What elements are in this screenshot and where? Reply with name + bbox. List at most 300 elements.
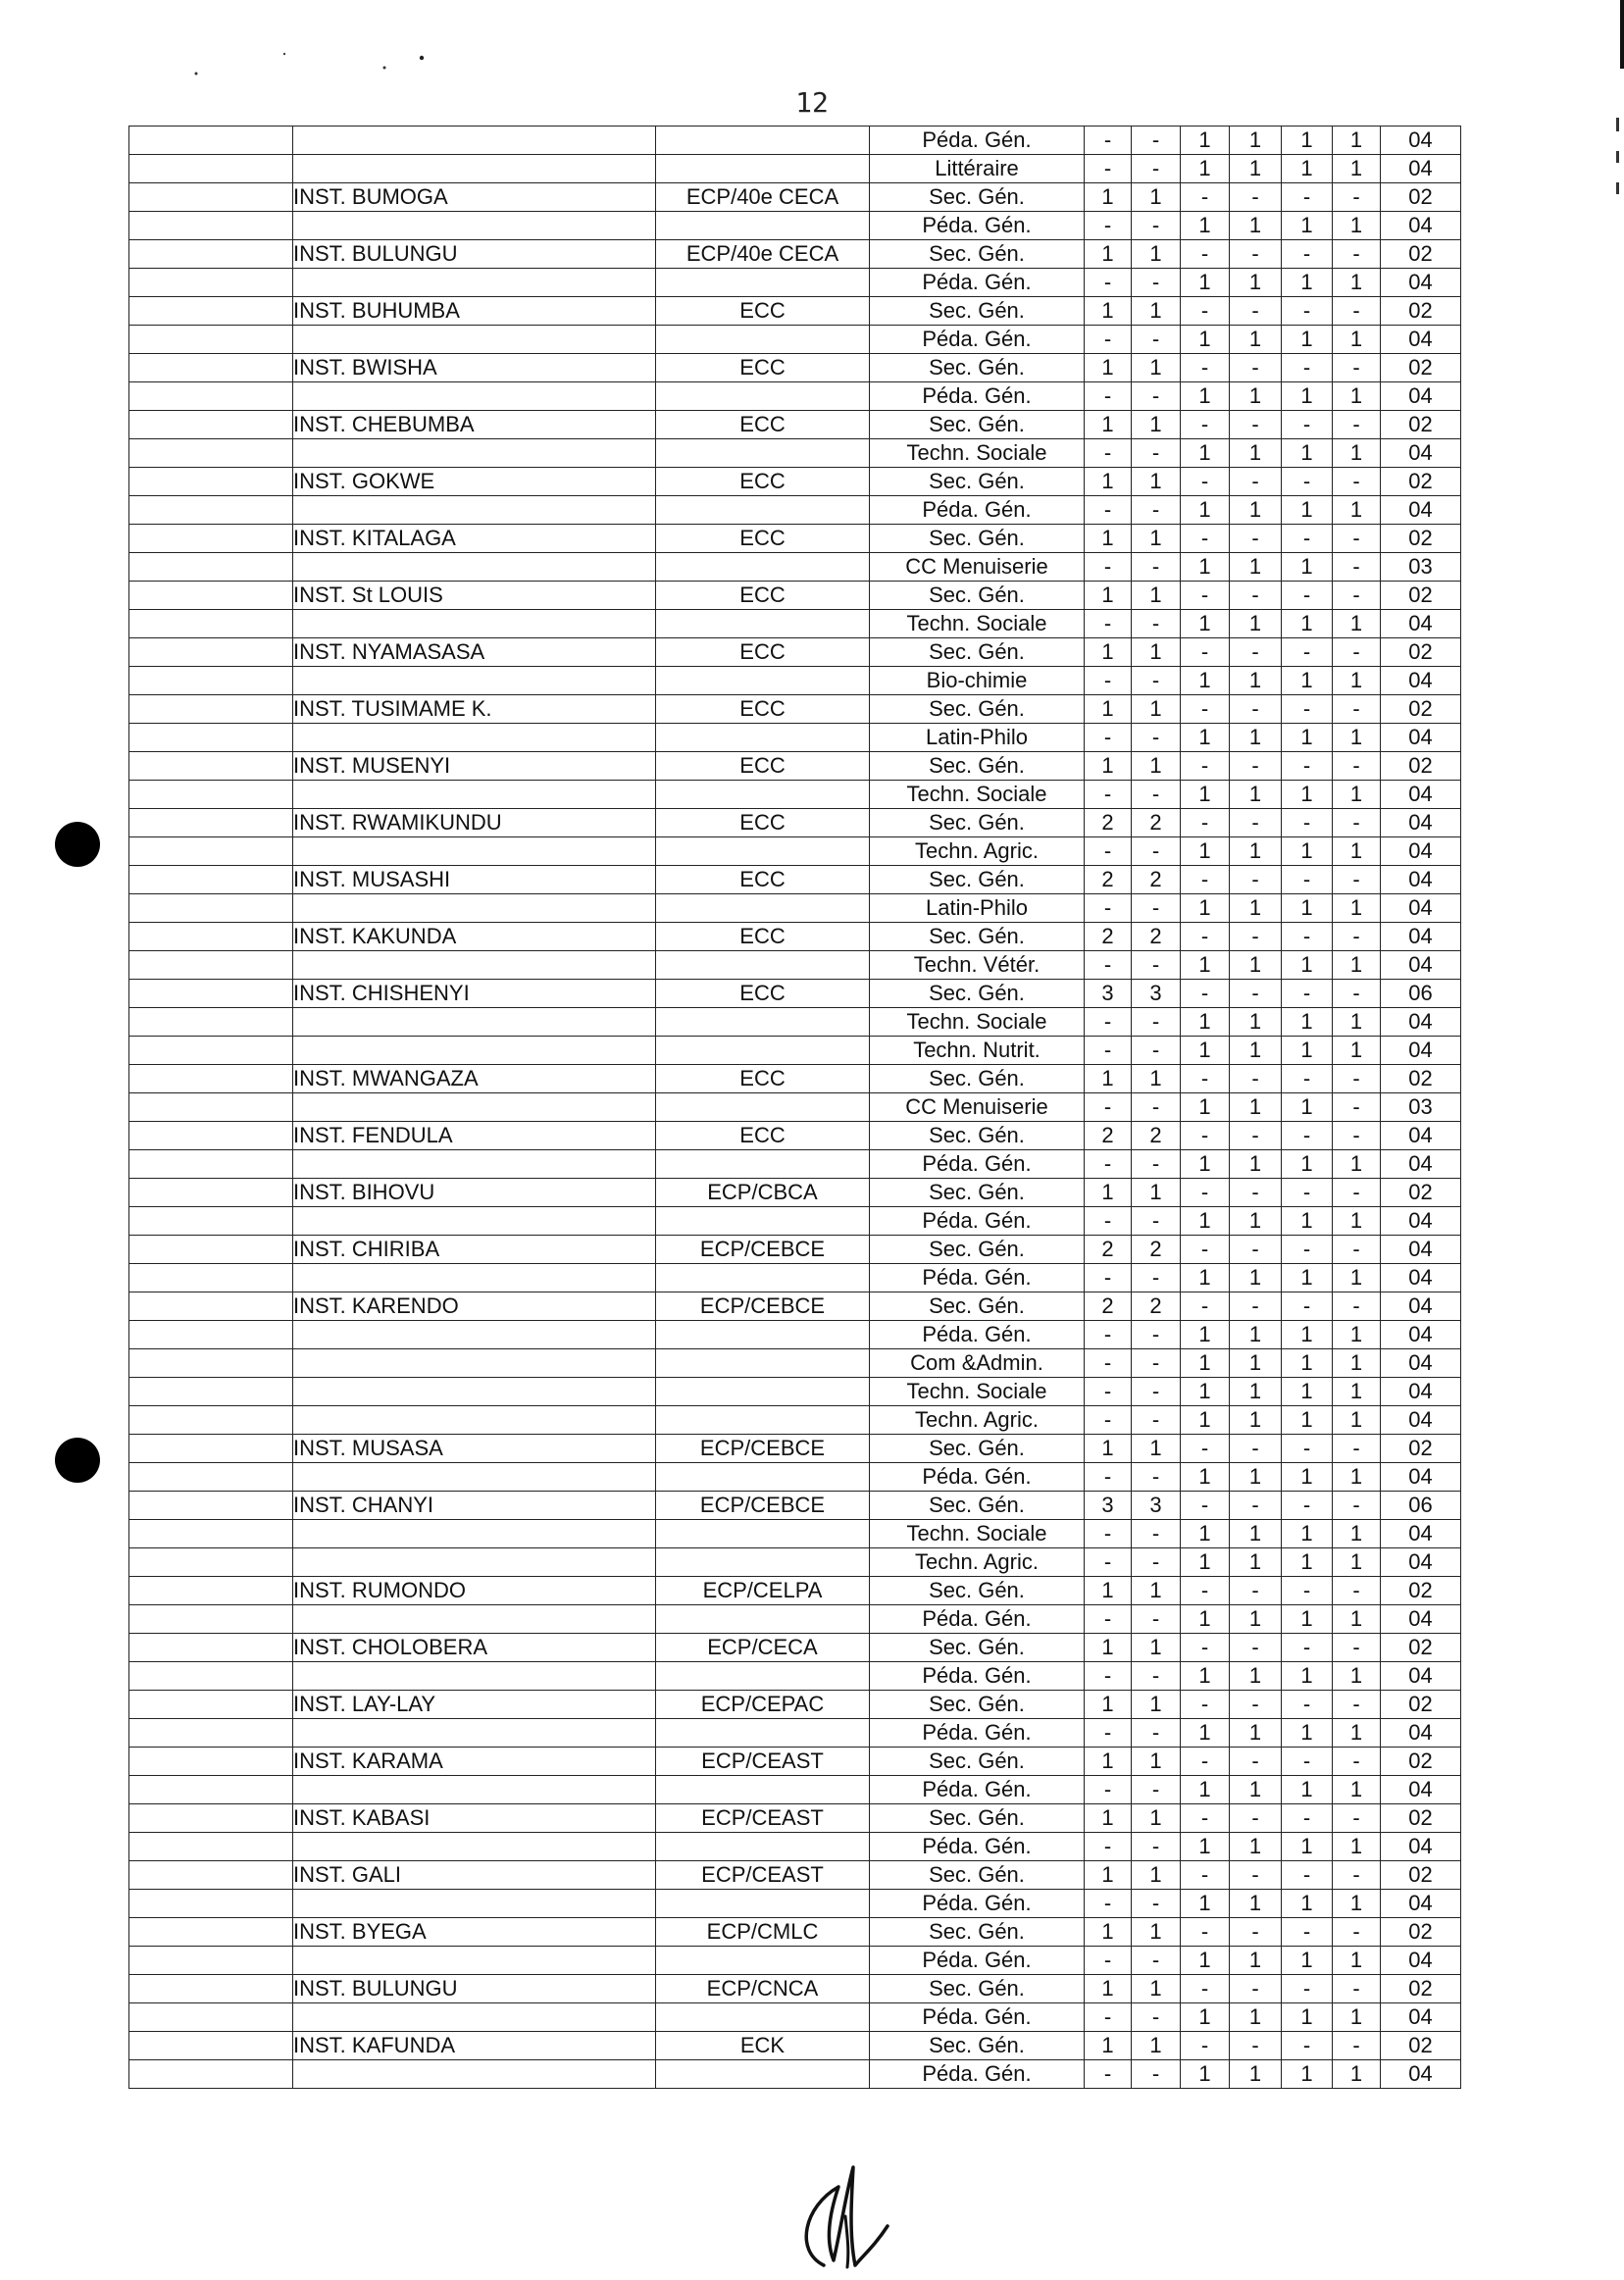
- count-cell-c3: 1: [1181, 1093, 1230, 1122]
- type-cell: [656, 1605, 870, 1634]
- count-cell-c1: -: [1085, 1776, 1132, 1804]
- count-cell-c2: -: [1132, 439, 1181, 468]
- count-cell-c2: -: [1132, 1463, 1181, 1492]
- count-cell-c4: 1: [1230, 1093, 1282, 1122]
- count-cell-c6: 1: [1333, 1776, 1381, 1804]
- margin-cell: [129, 1008, 293, 1037]
- count-cell-c3: 1: [1181, 1890, 1230, 1918]
- total-cell: 04: [1381, 1947, 1461, 1975]
- count-cell-c5: -: [1282, 468, 1333, 496]
- table-row: [129, 894, 1461, 923]
- count-cell-c3: 1: [1181, 155, 1230, 183]
- count-cell-c3: -: [1181, 752, 1230, 781]
- count-cell-c3: -: [1181, 1435, 1230, 1463]
- total-cell: 02: [1381, 2032, 1461, 2060]
- count-cell-c3: 1: [1181, 1321, 1230, 1349]
- count-cell-c6: 1: [1333, 2060, 1381, 2089]
- margin-cell: [129, 1349, 293, 1378]
- type-cell: [656, 439, 870, 468]
- type-cell: ECP/CNCA: [656, 1975, 870, 2003]
- count-cell-c5: -: [1282, 1804, 1333, 1833]
- count-cell-c2: -: [1132, 212, 1181, 240]
- margin-cell: [129, 610, 293, 638]
- section-cell: Techn. Sociale: [870, 610, 1085, 638]
- total-cell: 04: [1381, 382, 1461, 411]
- count-cell-c4: -: [1230, 1748, 1282, 1776]
- total-cell: 02: [1381, 582, 1461, 610]
- count-cell-c2: -: [1132, 269, 1181, 297]
- punch-hole: [55, 1438, 100, 1483]
- institution-cell: [293, 781, 656, 809]
- signature: [785, 2157, 902, 2275]
- table-row: [129, 1435, 1461, 1463]
- institution-cell: INST. BULUNGU: [293, 1975, 656, 2003]
- count-cell-c5: 1: [1282, 1037, 1333, 1065]
- table-row: [129, 1975, 1461, 2003]
- institution-cell: INST. BULUNGU: [293, 240, 656, 269]
- margin-cell: [129, 1918, 293, 1947]
- margin-cell: [129, 1691, 293, 1719]
- table-row: [129, 1349, 1461, 1378]
- count-cell-c4: 1: [1230, 155, 1282, 183]
- count-cell-c5: -: [1282, 1861, 1333, 1890]
- section-cell: Techn. Sociale: [870, 439, 1085, 468]
- count-cell-c1: -: [1085, 1321, 1132, 1349]
- count-cell-c2: 1: [1132, 411, 1181, 439]
- section-cell: Péda. Gén.: [870, 1890, 1085, 1918]
- count-cell-c1: -: [1085, 781, 1132, 809]
- punch-hole: [55, 822, 100, 867]
- count-cell-c4: 1: [1230, 1406, 1282, 1435]
- count-cell-c3: -: [1181, 866, 1230, 894]
- count-cell-c6: -: [1333, 1492, 1381, 1520]
- total-cell: 04: [1381, 1292, 1461, 1321]
- count-cell-c1: 1: [1085, 1577, 1132, 1605]
- type-cell: [656, 1890, 870, 1918]
- section-cell: Péda. Gén.: [870, 127, 1085, 155]
- institution-cell: INST. BIHOVU: [293, 1179, 656, 1207]
- count-cell-c2: 1: [1132, 1748, 1181, 1776]
- institution-cell: [293, 1037, 656, 1065]
- count-cell-c2: 1: [1132, 695, 1181, 724]
- count-cell-c4: 1: [1230, 1150, 1282, 1179]
- table-row: [129, 439, 1461, 468]
- count-cell-c6: 1: [1333, 1037, 1381, 1065]
- count-cell-c2: -: [1132, 1776, 1181, 1804]
- count-cell-c4: 1: [1230, 1605, 1282, 1634]
- count-cell-c4: -: [1230, 1577, 1282, 1605]
- count-cell-c2: -: [1132, 724, 1181, 752]
- type-cell: ECC: [656, 1122, 870, 1150]
- margin-cell: [129, 1264, 293, 1292]
- institution-cell: [293, 1548, 656, 1577]
- count-cell-c1: -: [1085, 553, 1132, 582]
- section-cell: Sec. Gén.: [870, 1292, 1085, 1321]
- section-cell: Péda. Gén.: [870, 269, 1085, 297]
- count-cell-c3: -: [1181, 1065, 1230, 1093]
- institution-cell: [293, 1463, 656, 1492]
- margin-cell: [129, 1975, 293, 2003]
- section-cell: Péda. Gén.: [870, 1321, 1085, 1349]
- total-cell: 03: [1381, 553, 1461, 582]
- institution-cell: [293, 1947, 656, 1975]
- count-cell-c5: 1: [1282, 1548, 1333, 1577]
- count-cell-c3: 1: [1181, 1833, 1230, 1861]
- institution-cell: [293, 553, 656, 582]
- margin-cell: [129, 1577, 293, 1605]
- section-cell: Péda. Gén.: [870, 1776, 1085, 1804]
- count-cell-c1: 3: [1085, 1492, 1132, 1520]
- count-cell-c4: -: [1230, 809, 1282, 837]
- institution-cell: [293, 1093, 656, 1122]
- table-row: [129, 1861, 1461, 1890]
- section-cell: Sec. Gén.: [870, 1748, 1085, 1776]
- institution-cell: INST. NYAMASASA: [293, 638, 656, 667]
- institution-cell: [293, 439, 656, 468]
- type-cell: [656, 269, 870, 297]
- total-cell: 02: [1381, 1918, 1461, 1947]
- count-cell-c5: 1: [1282, 894, 1333, 923]
- count-cell-c5: -: [1282, 923, 1333, 951]
- table-row: [129, 2003, 1461, 2032]
- count-cell-c2: 1: [1132, 354, 1181, 382]
- count-cell-c5: 1: [1282, 1605, 1333, 1634]
- institution-cell: [293, 1378, 656, 1406]
- count-cell-c1: -: [1085, 1719, 1132, 1748]
- count-cell-c4: 1: [1230, 1463, 1282, 1492]
- type-cell: ECC: [656, 866, 870, 894]
- count-cell-c2: -: [1132, 667, 1181, 695]
- section-cell: Techn. Sociale: [870, 1008, 1085, 1037]
- count-cell-c4: -: [1230, 354, 1282, 382]
- count-cell-c1: -: [1085, 1947, 1132, 1975]
- count-cell-c5: 1: [1282, 951, 1333, 980]
- section-cell: Sec. Gén.: [870, 1804, 1085, 1833]
- count-cell-c3: -: [1181, 1577, 1230, 1605]
- section-cell: Sec. Gén.: [870, 411, 1085, 439]
- section-cell: CC Menuiserie: [870, 1093, 1085, 1122]
- count-cell-c2: 1: [1132, 1804, 1181, 1833]
- count-cell-c1: -: [1085, 1264, 1132, 1292]
- margin-cell: [129, 468, 293, 496]
- total-cell: 02: [1381, 1691, 1461, 1719]
- count-cell-c1: -: [1085, 1150, 1132, 1179]
- count-cell-c2: 2: [1132, 923, 1181, 951]
- count-cell-c6: -: [1333, 695, 1381, 724]
- count-cell-c5: 1: [1282, 1406, 1333, 1435]
- count-cell-c5: 1: [1282, 1833, 1333, 1861]
- count-cell-c5: 1: [1282, 724, 1333, 752]
- total-cell: 04: [1381, 866, 1461, 894]
- institution-cell: INST. CHEBUMBA: [293, 411, 656, 439]
- count-cell-c5: -: [1282, 411, 1333, 439]
- count-cell-c5: -: [1282, 1918, 1333, 1947]
- count-cell-c4: 1: [1230, 837, 1282, 866]
- margin-cell: [129, 240, 293, 269]
- count-cell-c1: 1: [1085, 240, 1132, 269]
- type-cell: [656, 1719, 870, 1748]
- count-cell-c6: -: [1333, 980, 1381, 1008]
- table-row: [129, 1520, 1461, 1548]
- count-cell-c4: -: [1230, 297, 1282, 326]
- count-cell-c1: -: [1085, 1833, 1132, 1861]
- type-cell: ECC: [656, 411, 870, 439]
- margin-cell: [129, 1890, 293, 1918]
- count-cell-c4: -: [1230, 1691, 1282, 1719]
- section-cell: Sec. Gén.: [870, 1918, 1085, 1947]
- section-cell: Sec. Gén.: [870, 468, 1085, 496]
- type-cell: [656, 1662, 870, 1691]
- institution-cell: [293, 1890, 656, 1918]
- table-row: [129, 1577, 1461, 1605]
- section-cell: Sec. Gén.: [870, 1577, 1085, 1605]
- table-row: [129, 752, 1461, 781]
- type-cell: [656, 496, 870, 525]
- table-row: [129, 724, 1461, 752]
- count-cell-c6: -: [1333, 923, 1381, 951]
- count-cell-c6: 1: [1333, 1520, 1381, 1548]
- count-cell-c1: 2: [1085, 866, 1132, 894]
- margin-cell: [129, 695, 293, 724]
- count-cell-c4: -: [1230, 1236, 1282, 1264]
- table-row: [129, 809, 1461, 837]
- margin-cell: [129, 837, 293, 866]
- count-cell-c5: -: [1282, 1748, 1333, 1776]
- table-row: [129, 781, 1461, 809]
- count-cell-c1: 1: [1085, 1634, 1132, 1662]
- count-cell-c1: -: [1085, 1406, 1132, 1435]
- count-cell-c6: -: [1333, 809, 1381, 837]
- institution-cell: [293, 127, 656, 155]
- total-cell: 04: [1381, 439, 1461, 468]
- margin-cell: [129, 1492, 293, 1520]
- total-cell: 04: [1381, 1662, 1461, 1691]
- count-cell-c6: 1: [1333, 1719, 1381, 1748]
- count-cell-c5: 1: [1282, 1150, 1333, 1179]
- count-cell-c5: -: [1282, 240, 1333, 269]
- count-cell-c6: 1: [1333, 1605, 1381, 1634]
- count-cell-c3: -: [1181, 468, 1230, 496]
- count-cell-c2: 1: [1132, 1577, 1181, 1605]
- table-row: [129, 1037, 1461, 1065]
- count-cell-c6: 1: [1333, 667, 1381, 695]
- total-cell: 04: [1381, 837, 1461, 866]
- institution-cell: [293, 837, 656, 866]
- type-cell: [656, 1463, 870, 1492]
- type-cell: ECP/CBCA: [656, 1179, 870, 1207]
- count-cell-c1: -: [1085, 837, 1132, 866]
- section-cell: Latin-Philo: [870, 724, 1085, 752]
- total-cell: 04: [1381, 923, 1461, 951]
- count-cell-c5: 1: [1282, 496, 1333, 525]
- count-cell-c1: -: [1085, 1037, 1132, 1065]
- count-cell-c5: -: [1282, 2032, 1333, 2060]
- section-cell: Sec. Gén.: [870, 980, 1085, 1008]
- count-cell-c6: -: [1333, 1975, 1381, 2003]
- total-cell: 06: [1381, 1492, 1461, 1520]
- count-cell-c4: 1: [1230, 667, 1282, 695]
- table-row: [129, 1378, 1461, 1406]
- count-cell-c2: -: [1132, 1378, 1181, 1406]
- total-cell: 02: [1381, 411, 1461, 439]
- institution-cell: INST. KAKUNDA: [293, 923, 656, 951]
- margin-cell: [129, 1833, 293, 1861]
- table-row: [129, 1634, 1461, 1662]
- total-cell: 04: [1381, 1463, 1461, 1492]
- section-cell: Sec. Gén.: [870, 923, 1085, 951]
- count-cell-c3: 1: [1181, 382, 1230, 411]
- count-cell-c3: 1: [1181, 1463, 1230, 1492]
- institution-cell: [293, 155, 656, 183]
- total-cell: 02: [1381, 183, 1461, 212]
- total-cell: 04: [1381, 1008, 1461, 1037]
- total-cell: 04: [1381, 1776, 1461, 1804]
- count-cell-c4: -: [1230, 1918, 1282, 1947]
- count-cell-c2: 1: [1132, 1861, 1181, 1890]
- count-cell-c1: 1: [1085, 582, 1132, 610]
- type-cell: ECC: [656, 525, 870, 553]
- count-cell-c5: 1: [1282, 1008, 1333, 1037]
- count-cell-c4: 1: [1230, 951, 1282, 980]
- count-cell-c5: 1: [1282, 1378, 1333, 1406]
- institution-cell: [293, 1349, 656, 1378]
- count-cell-c6: 1: [1333, 781, 1381, 809]
- section-cell: Sec. Gén.: [870, 582, 1085, 610]
- count-cell-c2: -: [1132, 1321, 1181, 1349]
- type-cell: [656, 894, 870, 923]
- count-cell-c5: -: [1282, 1292, 1333, 1321]
- count-cell-c2: 1: [1132, 1918, 1181, 1947]
- count-cell-c3: 1: [1181, 1037, 1230, 1065]
- section-cell: Sec. Gén.: [870, 354, 1085, 382]
- count-cell-c2: 1: [1132, 240, 1181, 269]
- table-row: [129, 1492, 1461, 1520]
- count-cell-c4: -: [1230, 1492, 1282, 1520]
- total-cell: 04: [1381, 1321, 1461, 1349]
- count-cell-c5: 1: [1282, 1947, 1333, 1975]
- count-cell-c1: -: [1085, 1207, 1132, 1236]
- total-cell: 04: [1381, 610, 1461, 638]
- count-cell-c4: 1: [1230, 496, 1282, 525]
- count-cell-c1: 1: [1085, 695, 1132, 724]
- count-cell-c3: -: [1181, 297, 1230, 326]
- section-cell: Péda. Gén.: [870, 2003, 1085, 2032]
- type-cell: ECC: [656, 638, 870, 667]
- count-cell-c3: 1: [1181, 837, 1230, 866]
- count-cell-c4: -: [1230, 1292, 1282, 1321]
- count-cell-c5: 1: [1282, 155, 1333, 183]
- type-cell: ECP/40e CECA: [656, 240, 870, 269]
- count-cell-c4: 1: [1230, 382, 1282, 411]
- count-cell-c3: 1: [1181, 610, 1230, 638]
- count-cell-c4: -: [1230, 1122, 1282, 1150]
- institution-cell: [293, 326, 656, 354]
- table-row: [129, 2060, 1461, 2089]
- count-cell-c6: 1: [1333, 1264, 1381, 1292]
- count-cell-c2: -: [1132, 496, 1181, 525]
- count-cell-c6: -: [1333, 752, 1381, 781]
- section-cell: Sec. Gén.: [870, 525, 1085, 553]
- count-cell-c2: -: [1132, 1349, 1181, 1378]
- count-cell-c6: -: [1333, 183, 1381, 212]
- type-cell: ECC: [656, 354, 870, 382]
- count-cell-c5: -: [1282, 1975, 1333, 2003]
- count-cell-c3: -: [1181, 183, 1230, 212]
- institutions-table: [128, 126, 1461, 2089]
- institution-cell: INST. MUSENYI: [293, 752, 656, 781]
- count-cell-c4: -: [1230, 1975, 1282, 2003]
- count-cell-c1: -: [1085, 496, 1132, 525]
- type-cell: [656, 837, 870, 866]
- section-cell: Sec. Gén.: [870, 752, 1085, 781]
- count-cell-c1: -: [1085, 439, 1132, 468]
- type-cell: [656, 155, 870, 183]
- count-cell-c1: -: [1085, 155, 1132, 183]
- count-cell-c2: 1: [1132, 183, 1181, 212]
- section-cell: Péda. Gén.: [870, 1207, 1085, 1236]
- institution-cell: [293, 667, 656, 695]
- margin-cell: [129, 923, 293, 951]
- count-cell-c1: -: [1085, 1605, 1132, 1634]
- section-cell: Péda. Gén.: [870, 1605, 1085, 1634]
- count-cell-c6: 1: [1333, 951, 1381, 980]
- margin-cell: [129, 582, 293, 610]
- count-cell-c2: 1: [1132, 1179, 1181, 1207]
- margin-cell: [129, 1463, 293, 1492]
- section-cell: Péda. Gén.: [870, 326, 1085, 354]
- count-cell-c2: 2: [1132, 1122, 1181, 1150]
- total-cell: 02: [1381, 1975, 1461, 2003]
- count-cell-c6: -: [1333, 1577, 1381, 1605]
- type-cell: [656, 1520, 870, 1548]
- institution-cell: INST. CHANYI: [293, 1492, 656, 1520]
- margin-cell: [129, 297, 293, 326]
- section-cell: Sec. Gén.: [870, 1975, 1085, 2003]
- total-cell: 06: [1381, 980, 1461, 1008]
- table-row: [129, 837, 1461, 866]
- count-cell-c6: 1: [1333, 496, 1381, 525]
- institution-cell: INST. BUHUMBA: [293, 297, 656, 326]
- count-cell-c2: -: [1132, 382, 1181, 411]
- count-cell-c3: 1: [1181, 496, 1230, 525]
- count-cell-c4: -: [1230, 411, 1282, 439]
- count-cell-c6: -: [1333, 2032, 1381, 2060]
- table-row: [129, 183, 1461, 212]
- count-cell-c5: -: [1282, 1179, 1333, 1207]
- institution-cell: INST. KITALAGA: [293, 525, 656, 553]
- total-cell: 04: [1381, 781, 1461, 809]
- count-cell-c3: 1: [1181, 724, 1230, 752]
- section-cell: Péda. Gén.: [870, 212, 1085, 240]
- count-cell-c1: 2: [1085, 1236, 1132, 1264]
- section-cell: Techn. Agric.: [870, 1548, 1085, 1577]
- institution-cell: [293, 1264, 656, 1292]
- type-cell: [656, 326, 870, 354]
- margin-cell: [129, 1406, 293, 1435]
- institution-cell: INST. St LOUIS: [293, 582, 656, 610]
- type-cell: [656, 610, 870, 638]
- margin-cell: [129, 1037, 293, 1065]
- section-cell: Péda. Gén.: [870, 382, 1085, 411]
- section-cell: Com &Admin.: [870, 1349, 1085, 1378]
- margin-cell: [129, 382, 293, 411]
- institution-cell: INST. RWAMIKUNDU: [293, 809, 656, 837]
- total-cell: 04: [1381, 155, 1461, 183]
- margin-cell: [129, 667, 293, 695]
- count-cell-c2: 1: [1132, 468, 1181, 496]
- count-cell-c5: 1: [1282, 1321, 1333, 1349]
- section-cell: Techn. Nutrit.: [870, 1037, 1085, 1065]
